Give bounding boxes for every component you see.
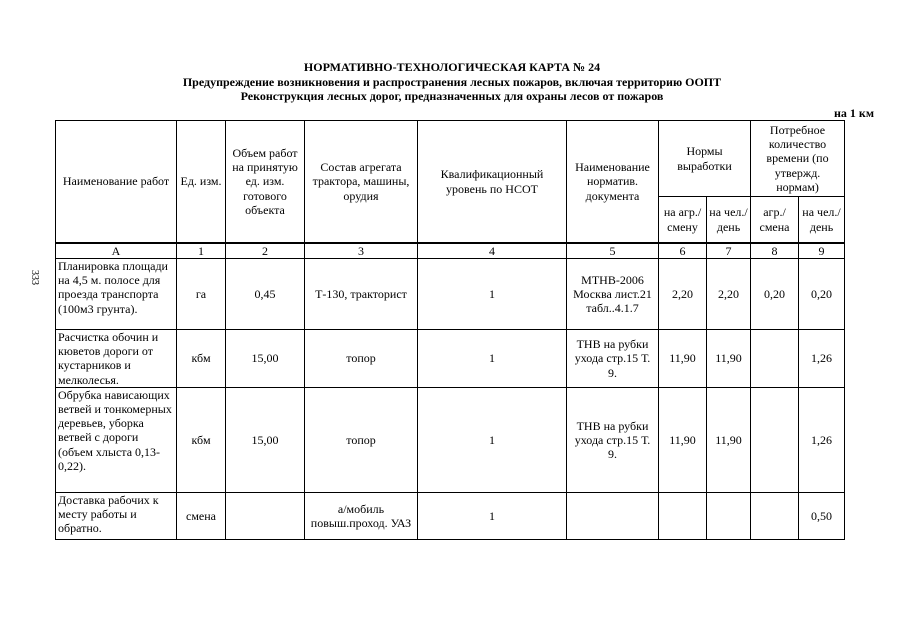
- header-qualification: Квалификационный уровень по НСОТ: [418, 121, 567, 244]
- cell-need-man: 1,26: [799, 387, 845, 492]
- table-row: [56, 387, 845, 492]
- header-composition: Состав агрегата трактора, машины, орудия: [305, 121, 418, 244]
- cell-norm-man: 11,90: [707, 387, 751, 492]
- cell-composition: топор: [305, 387, 418, 492]
- header-name: Наименование работ: [56, 121, 177, 244]
- cell-document: МТНВ-2006 Москва лист.21 табл..4.1.7: [567, 259, 659, 330]
- cell-unit: кбм: [177, 387, 226, 492]
- table-row: [56, 330, 845, 388]
- column-index: 6: [659, 243, 707, 259]
- cell-norm-agr: 2,20: [659, 259, 707, 330]
- header-need-agr: агр./ смена: [751, 197, 799, 244]
- cell-work-name: Доставка рабочих к месту работы и обратно.: [56, 492, 177, 539]
- cell-composition: топор: [305, 330, 418, 388]
- cell-need-man: 1,26: [799, 330, 845, 388]
- cell-composition: Т-130, тракторист: [305, 259, 418, 330]
- column-index: 7: [707, 243, 751, 259]
- cell-norm-agr: 11,90: [659, 387, 707, 492]
- cell-norm-man: 2,20: [707, 259, 751, 330]
- column-index-row: [56, 243, 845, 259]
- cell-norm-man: [707, 492, 751, 539]
- header-unit: Ед. изм.: [177, 121, 226, 244]
- cell-need-agr: 0,20: [751, 259, 799, 330]
- cell-need-agr: [751, 492, 799, 539]
- cell-norm-agr: 11,90: [659, 330, 707, 388]
- cell-need-agr: [751, 330, 799, 388]
- cell-work-name: Расчистка обочин и кюветов дороги от кустарников и мелколесья.: [56, 330, 177, 388]
- document-title: НОРМАТИВНО-ТЕХНОЛОГИЧЕСКАЯ КАРТА № 24: [303, 60, 601, 74]
- header-norm-man: на чел./ день: [707, 197, 751, 244]
- cell-need-man: 0,50: [799, 492, 845, 539]
- cell-qualification: 1: [418, 259, 567, 330]
- column-index: 3: [305, 243, 418, 259]
- cell-volume: [226, 492, 305, 539]
- header-document: Наименование норматив. документа: [567, 121, 659, 244]
- page-number: 333: [29, 270, 40, 285]
- header-norm-agr: на агр./ смену: [659, 197, 707, 244]
- column-index: 5: [567, 243, 659, 259]
- cell-unit: га: [177, 259, 226, 330]
- cell-norm-agr: [659, 492, 707, 539]
- cell-need-agr: [751, 387, 799, 492]
- cell-qualification: 1: [418, 330, 567, 388]
- cell-document: ТНВ на рубки ухода стр.15 Т. 9.: [567, 387, 659, 492]
- cell-work-name: Планировка площади на 4,5 м. полосе для проезда транспорта (100м3 грунта).: [56, 259, 177, 330]
- column-index: 4: [418, 243, 567, 259]
- header-norms: Нормы выработки: [659, 121, 751, 197]
- column-index: 2: [226, 243, 305, 259]
- norms-table: [55, 120, 845, 540]
- column-index: 8: [751, 243, 799, 259]
- cell-volume: 0,45: [226, 259, 305, 330]
- column-index: А: [56, 243, 177, 259]
- cell-qualification: 1: [418, 387, 567, 492]
- table-row: [56, 492, 845, 539]
- cell-composition: а/мобиль повыш.проход. УАЗ: [305, 492, 418, 539]
- cell-volume: 15,00: [226, 330, 305, 388]
- table-row: [56, 259, 845, 330]
- cell-unit: смена: [177, 492, 226, 539]
- document-subtitle-1: Предупреждение возникновения и распространения лесных пожаров, включая территорию ООПТ: [182, 74, 722, 89]
- header-volume: Объем работ на принятую ед. изм. готового объекта: [226, 121, 305, 244]
- document-header: [0, 60, 904, 104]
- column-index: 9: [799, 243, 845, 259]
- cell-document: [567, 492, 659, 539]
- header-need: Потребное количество времени (по утвержд. нормам): [751, 121, 845, 197]
- cell-document: ТНВ на рубки ухода стр.15 Т. 9.: [567, 330, 659, 388]
- cell-volume: 15,00: [226, 387, 305, 492]
- cell-work-name: Обрубка нависающих ветвей и тонкомерных деревьев, уборка ветвей с дороги (объем хлыста 0,13-0,22).: [56, 387, 177, 492]
- header-need-man: на чел./ день: [799, 197, 845, 244]
- cell-unit: кбм: [177, 330, 226, 388]
- cell-qualification: 1: [418, 492, 567, 539]
- cell-need-man: 0,20: [799, 259, 845, 330]
- unit-label: на 1 км: [833, 106, 874, 120]
- cell-norm-man: 11,90: [707, 330, 751, 388]
- document-subtitle-2: Реконструкция лесных дорог, предназначенных для охраны лесов от пожаров: [240, 89, 664, 103]
- column-index: 1: [177, 243, 226, 259]
